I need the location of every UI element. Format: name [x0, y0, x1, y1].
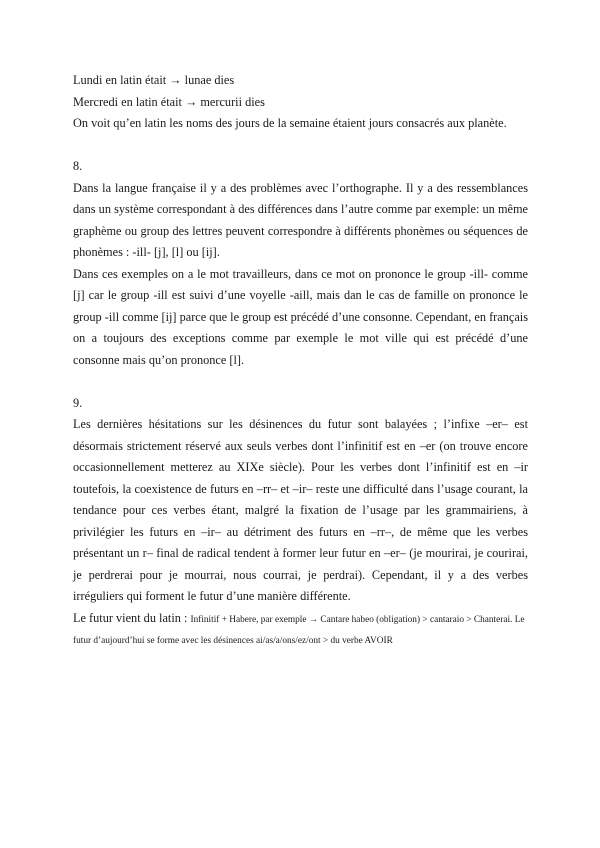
spacer — [73, 371, 528, 393]
spacer — [73, 135, 528, 157]
section-9-paragraph-2 — [73, 608, 528, 652]
section-9-paragraph-2-lead: Le futur vient du latin : — [73, 610, 191, 625]
section-9-number: 9. — [73, 395, 83, 410]
intro-line-conclusion: On voit qu’en latin les noms des jours de la semaine étaient jours consacrés aux planète. — [73, 116, 507, 130]
intro-line-monday: Lundi en latin était → lunae dies — [73, 73, 235, 87]
section-9-paragraph-2-rest: Infinitif + Habere, par exemple → Cantare habeo (obligation) > cantaraio > Chanterai. Le futur d’aujourd’hui se forme avec les désinences ai/as/a/ons/ez/ont > du verbe AVOIR — [73, 614, 525, 646]
section-8-paragraph-2: Dans ces exemples on a le mot travailleurs, dans ce mot on prononce le group -ill- comme [j] car le group -ill est suivi d’une voyelle -aill, mais dan le cas de famille on prononce le group -ill comme [ij] parce que le group est précédé d’une consonne. Cependant, en français on a toujours des exceptions comme par exemple le mot ville qui est précédé d’une consonne mais qu’on prononce [l]. — [73, 266, 528, 367]
document-page — [73, 70, 528, 652]
section-9-paragraph-1: Les dernières hésitations sur les désinences du futur sont balayées ; l’infixe –er– est désormais strictement réservé aux seuls verbes dont l’infinitif est en –er (on trouve encore occasionnellement metterez au XIXe siècle). Pour les verbes dont l’infinitif est en –ir toutefois, la coexistence de futurs en –rr– et –ir– reste une difficulté dans l’usage courant, la tendance pour ces verbes étant, malgré la fixation de l’usage par les grammairiens, à privilégier les futurs en –ir– au détriment des futurs en –rr–, de même que les verbes présentant un r– final de radical tendent à former leur futur en –er– (je mourirai, je courirai, je perdrerai pour je mourrai, nous courrai, je perdrai). Cependant, il y a des verbes irréguliers qui forment le futur d’une manière différente. — [73, 417, 528, 603]
section-8-number: 8. — [73, 159, 83, 173]
section-8-paragraph-1: Dans la langue française il y a des problèmes avec l’orthographe. Il y a des ressemblances dans un système correspondant à des différences dans l’autre comme par exemple: un même graphème ou group des lettres peuvent correspondre à différents phonèmes ou séquences de phonèmes : -ill- [j], [l] ou [ij]. — [73, 180, 528, 259]
intro-line-wednesday: Mercredi en latin était → mercurii dies — [73, 94, 265, 109]
